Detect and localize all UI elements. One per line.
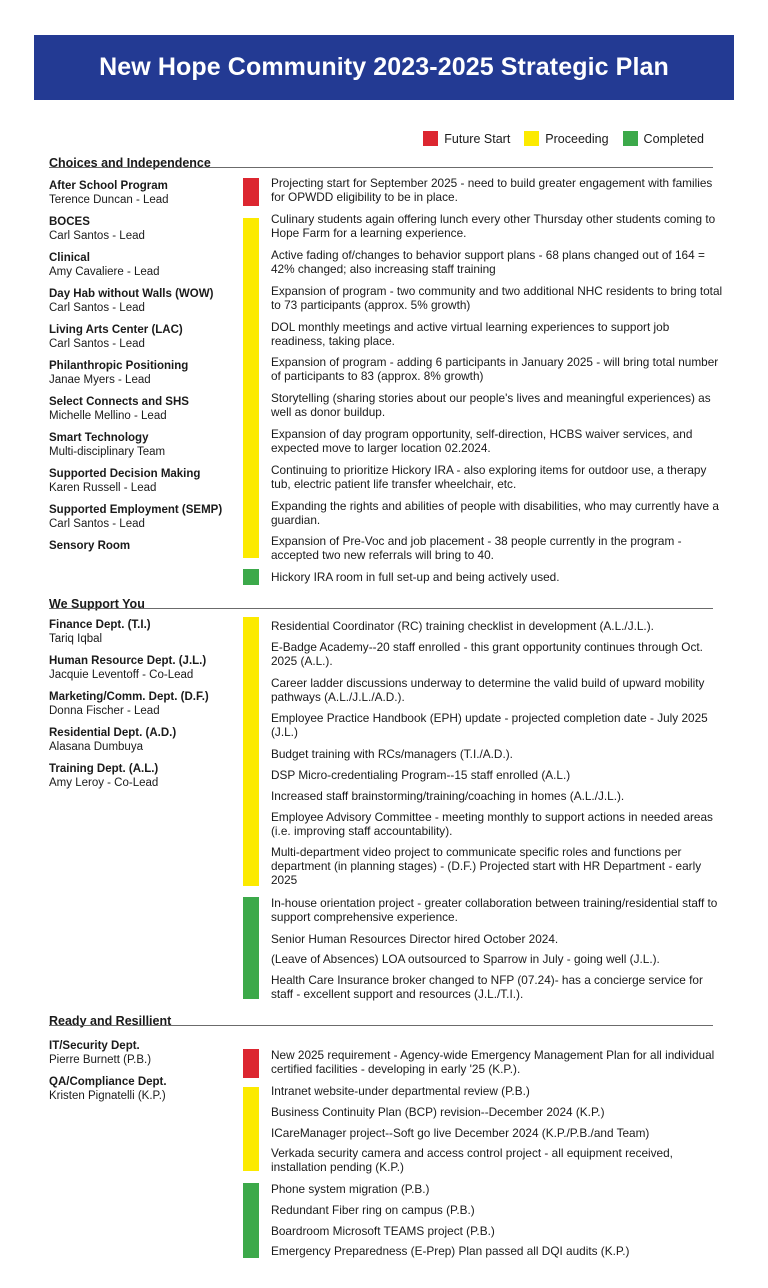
section-title: Ready and Resillient <box>49 1014 172 1028</box>
lead-sub: Multi-disciplinary Team <box>49 445 166 458</box>
lead-name: Marketing/Comm. Dept. (D.F.) <box>49 691 209 703</box>
plan-item: Career ladder discussions underway to determine the valid build of upward mobility pathways (A.L./J.L./A.D.). <box>271 676 705 705</box>
lead-sub: Alasana Dumbuya <box>49 740 143 753</box>
lead-entry <box>49 432 165 459</box>
plan-item: Active fading of/changes to behavior support plans - 68 plans changed out of 164 = 42% changed; also increasing staff training <box>271 248 705 277</box>
lead-entry <box>49 324 183 351</box>
legend <box>409 131 704 146</box>
plan-item: Employee Advisory Committee - meeting monthly to support actions in needed areas (i.e. improving staff accountability). <box>271 810 713 839</box>
lead-entry <box>49 180 169 207</box>
lead-entry <box>49 619 151 646</box>
lead-sub: Amy Leroy - Co-Lead <box>49 776 159 789</box>
status-bar-proceeding <box>243 1087 259 1171</box>
lead-name: After School Program <box>49 180 168 192</box>
plan-item: Business Continuity Plan (BCP) revision--December 2024 (K.P.) <box>271 1105 605 1119</box>
plan-item: Hickory IRA room in full set-up and being actively used. <box>271 570 560 584</box>
lead-sub: Michelle Mellino - Lead <box>49 409 167 422</box>
section-divider <box>49 167 713 168</box>
lead-entry <box>49 216 145 243</box>
plan-item: Verkada security camera and access control project - all equipment received, installation pending (K.P.) <box>271 1146 673 1175</box>
lead-entry <box>49 504 222 531</box>
lead-sub: Kristen Pignatelli (K.P.) <box>49 1089 166 1102</box>
legend-proceeding <box>524 131 608 146</box>
plan-item: Expansion of program - adding 6 participants in January 2025 - will bring total number of participants to 83 (approx. 8% growth) <box>271 355 719 384</box>
status-bar-proceeding <box>243 218 259 558</box>
lead-name: Select Connects and SHS <box>49 396 189 408</box>
plan-item: E-Badge Academy--20 staff enrolled - this grant opportunity continues through Oct. 2025 (A.L.). <box>271 640 703 669</box>
plan-item: Culinary students again offering lunch every other Thursday other students coming to Hope Farm for a learning experience. <box>271 212 716 241</box>
section-title: Choices and Independence <box>49 156 211 170</box>
plan-item: Expansion of Pre-Voc and job placement - 38 people currently in the program - accepted two new referrals will bring to 40. <box>271 534 682 563</box>
lead-sub: Janae Myers - Lead <box>49 373 151 386</box>
lead-entry <box>49 468 200 495</box>
lead-entry <box>49 655 206 682</box>
lead-name: IT/Security Dept. <box>49 1040 140 1052</box>
plan-item: DSP Micro-credentialing Program--15 staff enrolled (A.L.) <box>271 768 571 782</box>
plan-item: Residential Coordinator (RC) training checklist in development (A.L./J.L.). <box>271 619 654 633</box>
lead-sub: Donna Fischer - Lead <box>49 704 160 717</box>
lead-entry <box>49 288 213 315</box>
plan-item: Health Care Insurance broker changed to NFP (07.24)- has a concierge service for staff - excellent support and resources (J.L./T.I.). <box>271 973 703 1002</box>
lead-sub: Amy Cavaliere - Lead <box>49 265 160 278</box>
legend-green-swatch <box>623 131 638 146</box>
plan-item: Boardroom Microsoft TEAMS project (P.B.) <box>271 1224 495 1238</box>
status-bar-future <box>243 178 259 206</box>
lead-sub: Tariq Iqbal <box>49 632 103 645</box>
status-bar-proceeding <box>243 617 259 886</box>
plan-item: Expansion of day program opportunity, self-direction, HCBS waiver services, and expected move to larger location 02.2024. <box>271 427 693 456</box>
lead-entry <box>49 727 176 754</box>
plan-item: Senior Human Resources Director hired October 2024. <box>271 932 559 946</box>
lead-name: Clinical <box>49 252 90 264</box>
lead-sub: Pierre Burnett (P.B.) <box>49 1053 152 1066</box>
plan-item: Redundant Fiber ring on campus (P.B.) <box>271 1203 475 1217</box>
lead-sub: Terence Duncan - Lead <box>49 193 169 206</box>
plan-item: (Leave of Absences) LOA outsourced to Sparrow in July - going well (J.L.). <box>271 952 660 966</box>
lead-sub: Carl Santos - Lead <box>49 229 145 242</box>
lead-name: Sensory Room <box>49 540 131 552</box>
plan-item: Emergency Preparedness (E-Prep) Plan passed all DQI audits (K.P.) <box>271 1244 630 1258</box>
plan-item: New 2025 requirement - Agency-wide Emergency Management Plan for all individual certified facilities - developing in early '25 (K.P.). <box>271 1048 715 1077</box>
plan-item: Expansion of program - two community and two additional NHC residents to bring total to 73 participants (approx. 5% growth) <box>271 284 723 313</box>
lead-entry <box>49 396 189 423</box>
plan-item: Employee Practice Handbook (EPH) update - projected completion date - July 2025 (J.L.) <box>271 711 708 740</box>
lead-name: Smart Technology <box>49 432 149 444</box>
lead-name: BOCES <box>49 216 90 228</box>
plan-item: DOL monthly meetings and active virtual learning experiences to support job readiness, taking place. <box>271 320 670 349</box>
lead-name: Philanthropic Positioning <box>49 360 189 372</box>
section-title: We Support You <box>49 597 145 611</box>
status-bar-completed <box>243 569 259 585</box>
plan-item: Budget training with RCs/managers (T.I./A.D.). <box>271 747 513 761</box>
plan-item: Increased staff brainstorming/training/coaching in homes (A.L./J.L.). <box>271 789 625 803</box>
legend-completed <box>623 131 704 146</box>
lead-name: QA/Compliance Dept. <box>49 1076 167 1088</box>
plan-item: Projecting start for September 2025 - need to build greater engagement with families for OPWDD eligibility to be in place. <box>271 176 713 205</box>
section-divider <box>49 608 713 609</box>
lead-name: Residential Dept. (A.D.) <box>49 727 177 739</box>
plan-item: In-house orientation project - greater collaboration between training/residential staff to support comprehensive experience. <box>271 896 718 925</box>
plan-item: Intranet website-under departmental review (P.B.) <box>271 1084 530 1098</box>
lead-sub: Carl Santos - Lead <box>49 301 145 314</box>
page-title: New Hope Community 2023-2025 Strategic Plan <box>99 53 669 81</box>
lead-sub: Karen Russell - Lead <box>49 481 157 494</box>
lead-entry <box>49 1076 167 1103</box>
lead-name: Supported Decision Making <box>49 468 201 480</box>
lead-name: Living Arts Center (LAC) <box>49 324 183 336</box>
legend-red-swatch <box>423 131 438 146</box>
lead-entry <box>49 252 160 279</box>
lead-entry <box>49 763 158 790</box>
lead-name: Training Dept. (A.L.) <box>49 763 159 775</box>
section-divider <box>49 1025 713 1026</box>
lead-name: Finance Dept. (T.I.) <box>49 619 151 631</box>
status-bar-completed <box>243 1183 259 1258</box>
legend-label: Future Start <box>444 131 511 146</box>
legend-future-start <box>423 131 510 146</box>
plan-item: Expanding the rights and abilities of people with disabilities, who may currently have a guardian. <box>271 499 719 528</box>
lead-entry <box>49 540 130 554</box>
lead-sub: Jacquie Leventoff - Co-Lead <box>49 668 194 681</box>
lead-sub: Carl Santos - Lead <box>49 337 145 350</box>
lead-entry <box>49 360 188 387</box>
plan-item: Storytelling (sharing stories about our people's lives and meaningful experiences) as well as donor buildup. <box>271 391 711 420</box>
plan-item: ICareManager project--Soft go live December 2024 (K.P./P.B./and Team) <box>271 1126 650 1140</box>
legend-yellow-swatch <box>524 131 539 146</box>
lead-name: Day Hab without Walls (WOW) <box>49 288 214 300</box>
title-banner <box>34 35 734 100</box>
lead-entry <box>49 691 209 718</box>
lead-sub: Carl Santos - Lead <box>49 517 145 530</box>
lead-name: Human Resource Dept. (J.L.) <box>49 655 207 667</box>
legend-label: Completed <box>643 131 704 146</box>
plan-item: Continuing to prioritize Hickory IRA - also exploring items for outdoor use, a therapy tub, electric patient life transfer wheelchair, etc. <box>271 463 707 492</box>
plan-item: Multi-department video project to communicate specific roles and functions per department (in planning stages) - (D.F.) Projected start with HR Department - early 2025 <box>271 845 702 888</box>
status-bar-future <box>243 1049 259 1078</box>
legend-label: Proceeding <box>545 131 609 146</box>
status-bar-completed <box>243 897 259 999</box>
lead-entry <box>49 1040 151 1067</box>
lead-name: Supported Employment (SEMP) <box>49 504 223 516</box>
plan-item: Phone system migration (P.B.) <box>271 1182 430 1196</box>
